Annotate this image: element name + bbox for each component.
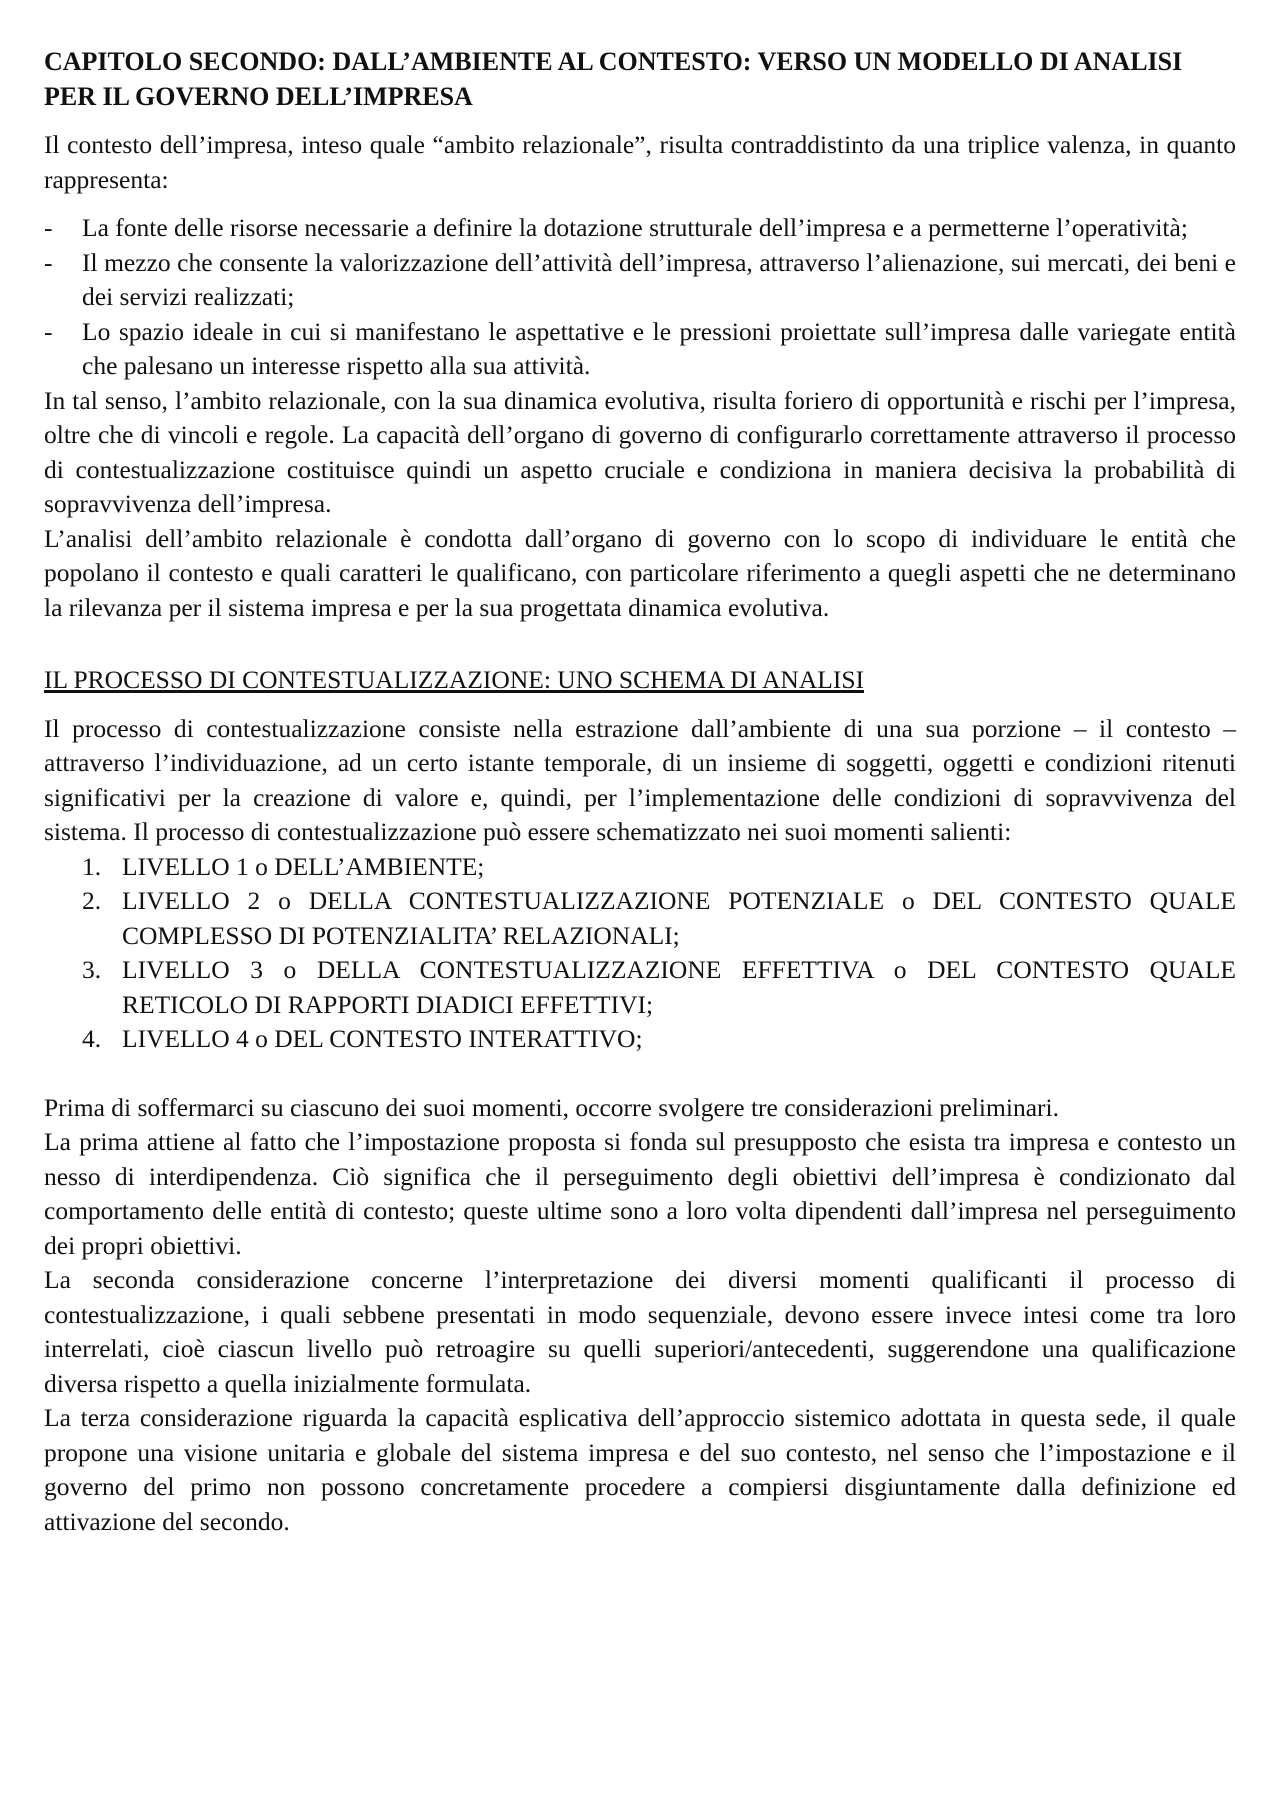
list-item-text: LIVELLO 4 o DEL CONTESTO INTERATTIVO; <box>122 1024 643 1053</box>
body-paragraph: La prima attiene al fatto che l’impostazione proposta si fonda sul presupposto che esista tra impresa e contesto un nesso di interdipendenza. Ciò significa che il perseguimento degli obiettivi dell’impresa è condizionato dal comportamento delle entità di contesto; queste ultime sono a loro volta dipendenti dall’impresa nel perseguimento dei propri obiettivi. <box>44 1127 1236 1260</box>
list-item <box>44 1022 1236 1057</box>
list-item <box>44 211 1236 246</box>
intro-paragraph: Il contesto dell’impresa, inteso quale “ambito relazionale”, risulta contraddistinto da una triplice valenza, in quanto rappresenta: <box>44 130 1236 194</box>
list-item <box>44 884 1236 953</box>
list-item <box>44 850 1236 885</box>
body-paragraph: In tal senso, l’ambito relazionale, con la sua dinamica evolutiva, risulta foriero di opportunità e rischi per l’impresa, oltre che di vincoli e regole. La capacità dell’organo di governo di configurarlo correttamente attraverso il processo di contestualizzazione costituisce quindi un aspetto cruciale e condiziona in maniera decisiva la probabilità di sopravvivenza dell’impresa. <box>44 385 1236 518</box>
list-item <box>44 246 1236 315</box>
list-item <box>44 953 1236 1022</box>
body-paragraph: La seconda considerazione concerne l’interpretazione dei diversi momenti qualificanti il processo di contestualizzazione, i quali sebbene presentati in modo sequenziale, devono essere invece intesi come tra loro interrelati, cioè ciascun livello può retroagire su quelli superiori/antecedenti, suggerendone una qualificazione diversa rispetto a quella inizialmente formulata. <box>44 1265 1236 1398</box>
dash-bullet: - <box>44 213 53 242</box>
list-item-text: Lo spazio ideale in cui si manifestano le aspettative e le pressioni proiettate sull’impresa dalle variegate entità che palesano un interesse rispetto alla sua attività. <box>82 316 1236 380</box>
list-number: 3. <box>82 955 102 984</box>
section-title-text: IL PROCESSO DI CONTESTUALIZZAZIONE: UNO SCHEMA DI ANALISI <box>44 665 864 694</box>
list-item-text: LIVELLO 1 o DELL’AMBIENTE; <box>122 851 485 881</box>
valenza-list <box>44 211 1236 384</box>
list-number: 2. <box>82 886 102 915</box>
section-title <box>44 659 1236 698</box>
list-item <box>44 315 1236 384</box>
body-paragraph: L’analisi dell’ambito relazionale è condotta dall’organo di governo con lo scopo di individuare le entità che popolano il contesto e quali caratteri le qualificano, con particolare riferimento a quegli aspetti che ne determinano la rilevanza per il sistema impresa e per la sua progettata dinamica evolutiva. <box>44 523 1236 622</box>
dash-bullet: - <box>44 247 53 277</box>
list-item-text: La fonte delle risorse necessarie a definire la dotazione strutturale dell’impresa e a permetterne l’operatività; <box>82 213 1188 242</box>
document-page <box>44 44 1236 1539</box>
body-paragraph: Prima di soffermarci su ciascuno dei suoi momenti, occorre svolgere tre considerazioni preliminari. <box>44 1092 1059 1122</box>
levels-list <box>44 850 1236 1057</box>
list-number: 4. <box>82 1024 102 1053</box>
dash-bullet: - <box>44 316 53 346</box>
chapter-title: CAPITOLO SECONDO: DALL’AMBIENTE AL CONTESTO: VERSO UN MODELLO DI ANALISI PER IL GOVERNO DELL’IMPRESA <box>44 47 1183 111</box>
list-item-text: LIVELLO 3 o DELLA CONTESTUALIZZAZIONE EFFETTIVA o DEL CONTESTO QUALE RETICOLO DI RAPPORTI DIADICI EFFETTIVI; <box>122 955 1236 1019</box>
body-paragraph: La terza considerazione riguarda la capacità esplicativa dell’approccio sistemico adottata in questa sede, il quale propone una visione unitaria e globale del sistema impresa e del suo contesto, nel senso che l’impostazione e il governo del primo non possono concretamente procedere a compiersi disgiuntamente dalla definizione ed attivazione del secondo. <box>44 1403 1236 1536</box>
body-paragraph: Il processo di contestualizzazione consiste nella estrazione dall’ambiente di una sua porzione – il contesto – attraverso l’individuazione, ad un certo istante temporale, di un insieme di soggetti, oggetti e condizioni ritenuti significativi per la creazione di valore e, quindi, per l’implementazione delle condizioni di sopravvivenza del sistema. Il processo di contestualizzazione può essere schematizzato nei suoi momenti salienti: <box>44 713 1236 846</box>
list-item-text: Il mezzo che consente la valorizzazione dell’attività dell’impresa, attraverso l’alienazione, sui mercati, dei beni e dei servizi realizzati; <box>82 247 1236 311</box>
list-item-text: LIVELLO 2 o DELLA CONTESTUALIZZAZIONE POTENZIALE o DEL CONTESTO QUALE COMPLESSO DI POTENZIALITA’ RELAZIONALI; <box>122 886 1236 950</box>
list-number: 1. <box>82 851 102 881</box>
